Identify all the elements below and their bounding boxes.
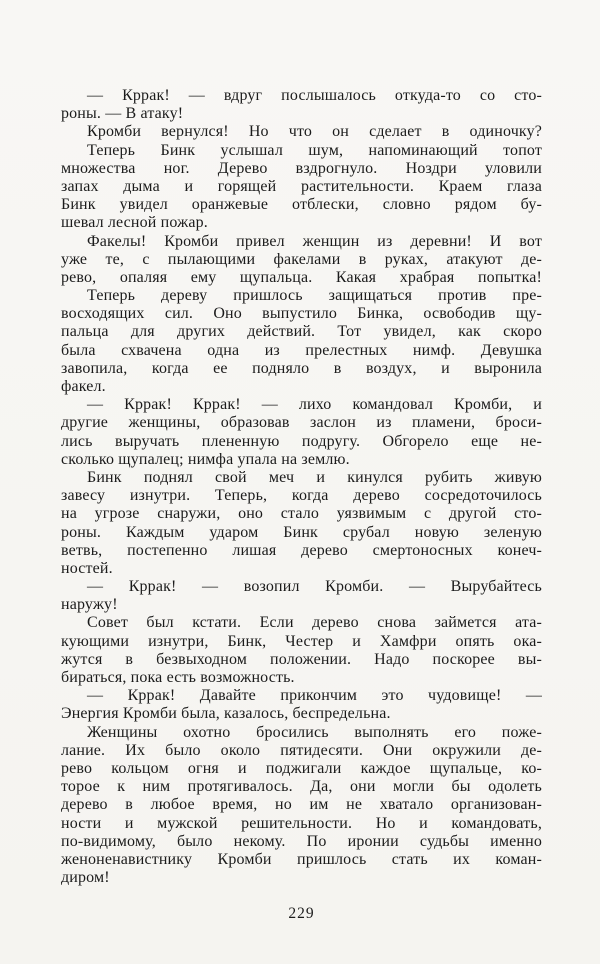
text-line: Кромби вернулся! Но что он сделает в одиночку? — [87, 123, 542, 141]
text-line: лание. Их было около пятидесяти. Они окружили де- — [61, 741, 542, 759]
text-line: множества ног. Дерево вздрогнуло. Ноздри уловили — [61, 159, 542, 177]
text-line: ветвь, постепенно лишая дерево смертоносных конеч- — [61, 541, 542, 559]
text-line: шевал лесной пожар. — [61, 214, 208, 232]
text-line: — Кррак! — вдруг послышалось откуда-то со сто- — [87, 87, 542, 104]
text-line: роны. — В атаку! — [61, 105, 184, 123]
text-line: — Кррак! Кррак! — лихо командовал Кромби, и — [87, 396, 542, 414]
text-line: дерево в любое время, но им не хватало организован- — [61, 796, 542, 814]
text-line: запах дыма и горящей растительности. Краем глаза — [61, 177, 542, 195]
text-line: Факелы! Кромби привел женщин из деревни! И вот — [87, 232, 542, 250]
text-block — [61, 87, 542, 887]
text-line: Женщины охотно бросились выполнять его поже- — [87, 723, 542, 741]
text-line: — Кррак! Давайте прикончим это чудовище! — — [87, 687, 542, 705]
text-line: наружу! — [61, 596, 118, 614]
text-line: на угрозе снаружи, оно стало уязвимым с другой сто- — [61, 505, 542, 523]
text-line: диром! — [61, 869, 110, 887]
text-line: восходящих сил. Оно выпустило Бинка, освободив щу- — [61, 305, 542, 323]
text-line: Теперь Бинк услышал шум, напоминающий топот — [87, 141, 542, 159]
text-line: Совет был кстати. Если дерево снова займется ата- — [87, 614, 542, 632]
text-line: — Кррак! — возопил Кромби. — Вырубайтесь — [87, 578, 542, 596]
text-line: завесу изнутри. Теперь, когда дерево сосредоточилось — [61, 487, 542, 505]
text-line: факел. — [61, 378, 106, 395]
text-line: лись выручать плененную подругу. Обгорело еще не- — [61, 432, 542, 450]
text-line: Бинк увидел оранжевые отблески, словно рядом бу- — [61, 196, 542, 214]
text-line: сколько щупалец; нимфа упала на землю. — [61, 450, 350, 468]
text-line: уже те, с пылающими факелами в руках, атакуют де- — [61, 250, 542, 268]
text-line: Энергия Кромби была, казалось, беспредельна. — [61, 705, 391, 723]
text-line: ности и мужской решительности. Но и командовать, — [61, 814, 542, 832]
text-line: кующими изнутри, Бинк, Честер и Хамфри опять ока- — [61, 632, 542, 650]
text-line: бираться, пока есть возможность. — [61, 669, 295, 686]
text-line: женоненавистнику Кромби пришлось стать их коман- — [61, 850, 542, 868]
text-line: рево кольцом огня и поджигали каждое щупальце, ко- — [61, 759, 542, 777]
text-line: рево, опаляя ему щупальца. Какая храбрая попытка! — [61, 268, 542, 286]
text-line: торое к ним протягивалось. Да, они могли бы одолеть — [61, 778, 542, 796]
text-line: была схвачена одна из прелестных нимф. Девушка — [61, 341, 542, 359]
text-line: Теперь дереву пришлось защищаться против пре- — [87, 287, 542, 305]
text-line: завопила, когда ее подняло в воздух, и выронила — [61, 359, 542, 377]
text-line: другие женщины, образовав заслон из пламени, броси- — [61, 414, 542, 432]
text-line: пальца для других действий. Тот увидел, как скоро — [61, 323, 542, 341]
text-line: по-видимому, было некому. По иронии судьбы именно — [61, 832, 542, 850]
text-line: Бинк поднял свой меч и кинулся рубить живую — [87, 468, 542, 486]
text-line: жутся в безвыходном положении. Надо поскорее вы- — [61, 650, 542, 668]
text-line: ностей. — [61, 559, 113, 577]
text-line: роны. Каждым ударом Бинк срубал новую зеленую — [61, 523, 542, 541]
page-number: 229 — [288, 905, 315, 922]
